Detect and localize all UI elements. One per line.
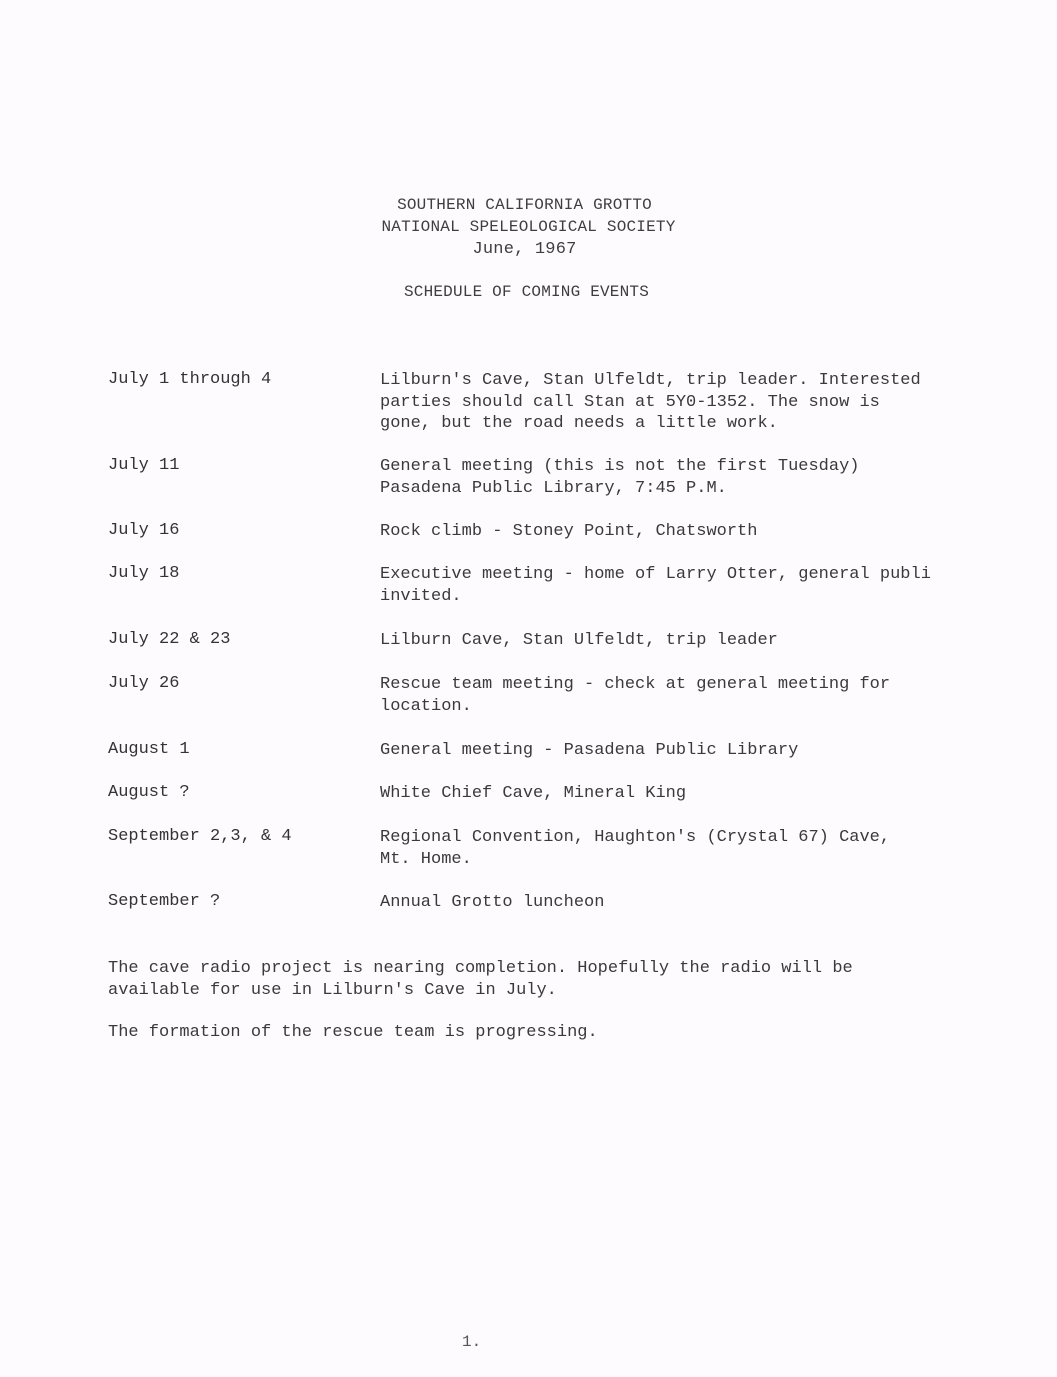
event-date: July 18 <box>108 564 180 583</box>
note-rescue-team: The formation of the rescue team is progressing. <box>108 1023 598 1042</box>
event-description: Rescue team meeting - check at general meeting for location. <box>380 675 891 716</box>
page-number: 1. <box>462 1333 482 1351</box>
event-description: Lilburn Cave, Stan Ulfeldt, trip leader <box>380 631 778 650</box>
event-date: July 1 through 4 <box>108 370 272 389</box>
event-description: Regional Convention, Haughton's (Crystal 67) Cave, Mt. Home. <box>380 828 891 869</box>
event-date: July 26 <box>108 674 180 693</box>
note-cave-radio: The cave radio project is nearing completion. Hopefully the radio will be available for use in Lilburn's Cave in July. <box>108 959 853 1000</box>
event-description: General meeting - Pasadena Public Library <box>380 741 799 760</box>
header-organization: SOUTHERN CALIFORNIA GROTTO <box>397 196 652 214</box>
event-date: September 2,3, & 4 <box>108 827 292 846</box>
event-description: White Chief Cave, Mineral King <box>380 784 687 803</box>
event-description: Executive meeting - home of Larry Otter, general publi invited. <box>380 565 931 606</box>
header-society: NATIONAL SPELEOLOGICAL SOCIETY <box>381 218 676 236</box>
header-date: June, 1967 <box>472 240 577 259</box>
event-description: Lilburn's Cave, Stan Ulfeldt, trip leader. Interested parties should call Stan at 5Y0-1352. The snow is gone, but the road needs a little work. <box>380 371 921 433</box>
event-description: General meeting (this is not the first Tuesday) Pasadena Public Library, 7:45 P.M. <box>380 457 860 498</box>
event-date: July 11 <box>108 456 180 475</box>
event-date: August ? <box>108 783 190 802</box>
event-date: September ? <box>108 892 221 911</box>
event-date: July 22 & 23 <box>108 630 231 649</box>
event-description: Annual Grotto luncheon <box>380 893 605 912</box>
event-description: Rock climb - Stoney Point, Chatsworth <box>380 522 758 541</box>
document-title: SCHEDULE OF COMING EVENTS <box>403 283 650 301</box>
event-date: July 16 <box>108 521 180 540</box>
event-date: August 1 <box>108 740 190 759</box>
